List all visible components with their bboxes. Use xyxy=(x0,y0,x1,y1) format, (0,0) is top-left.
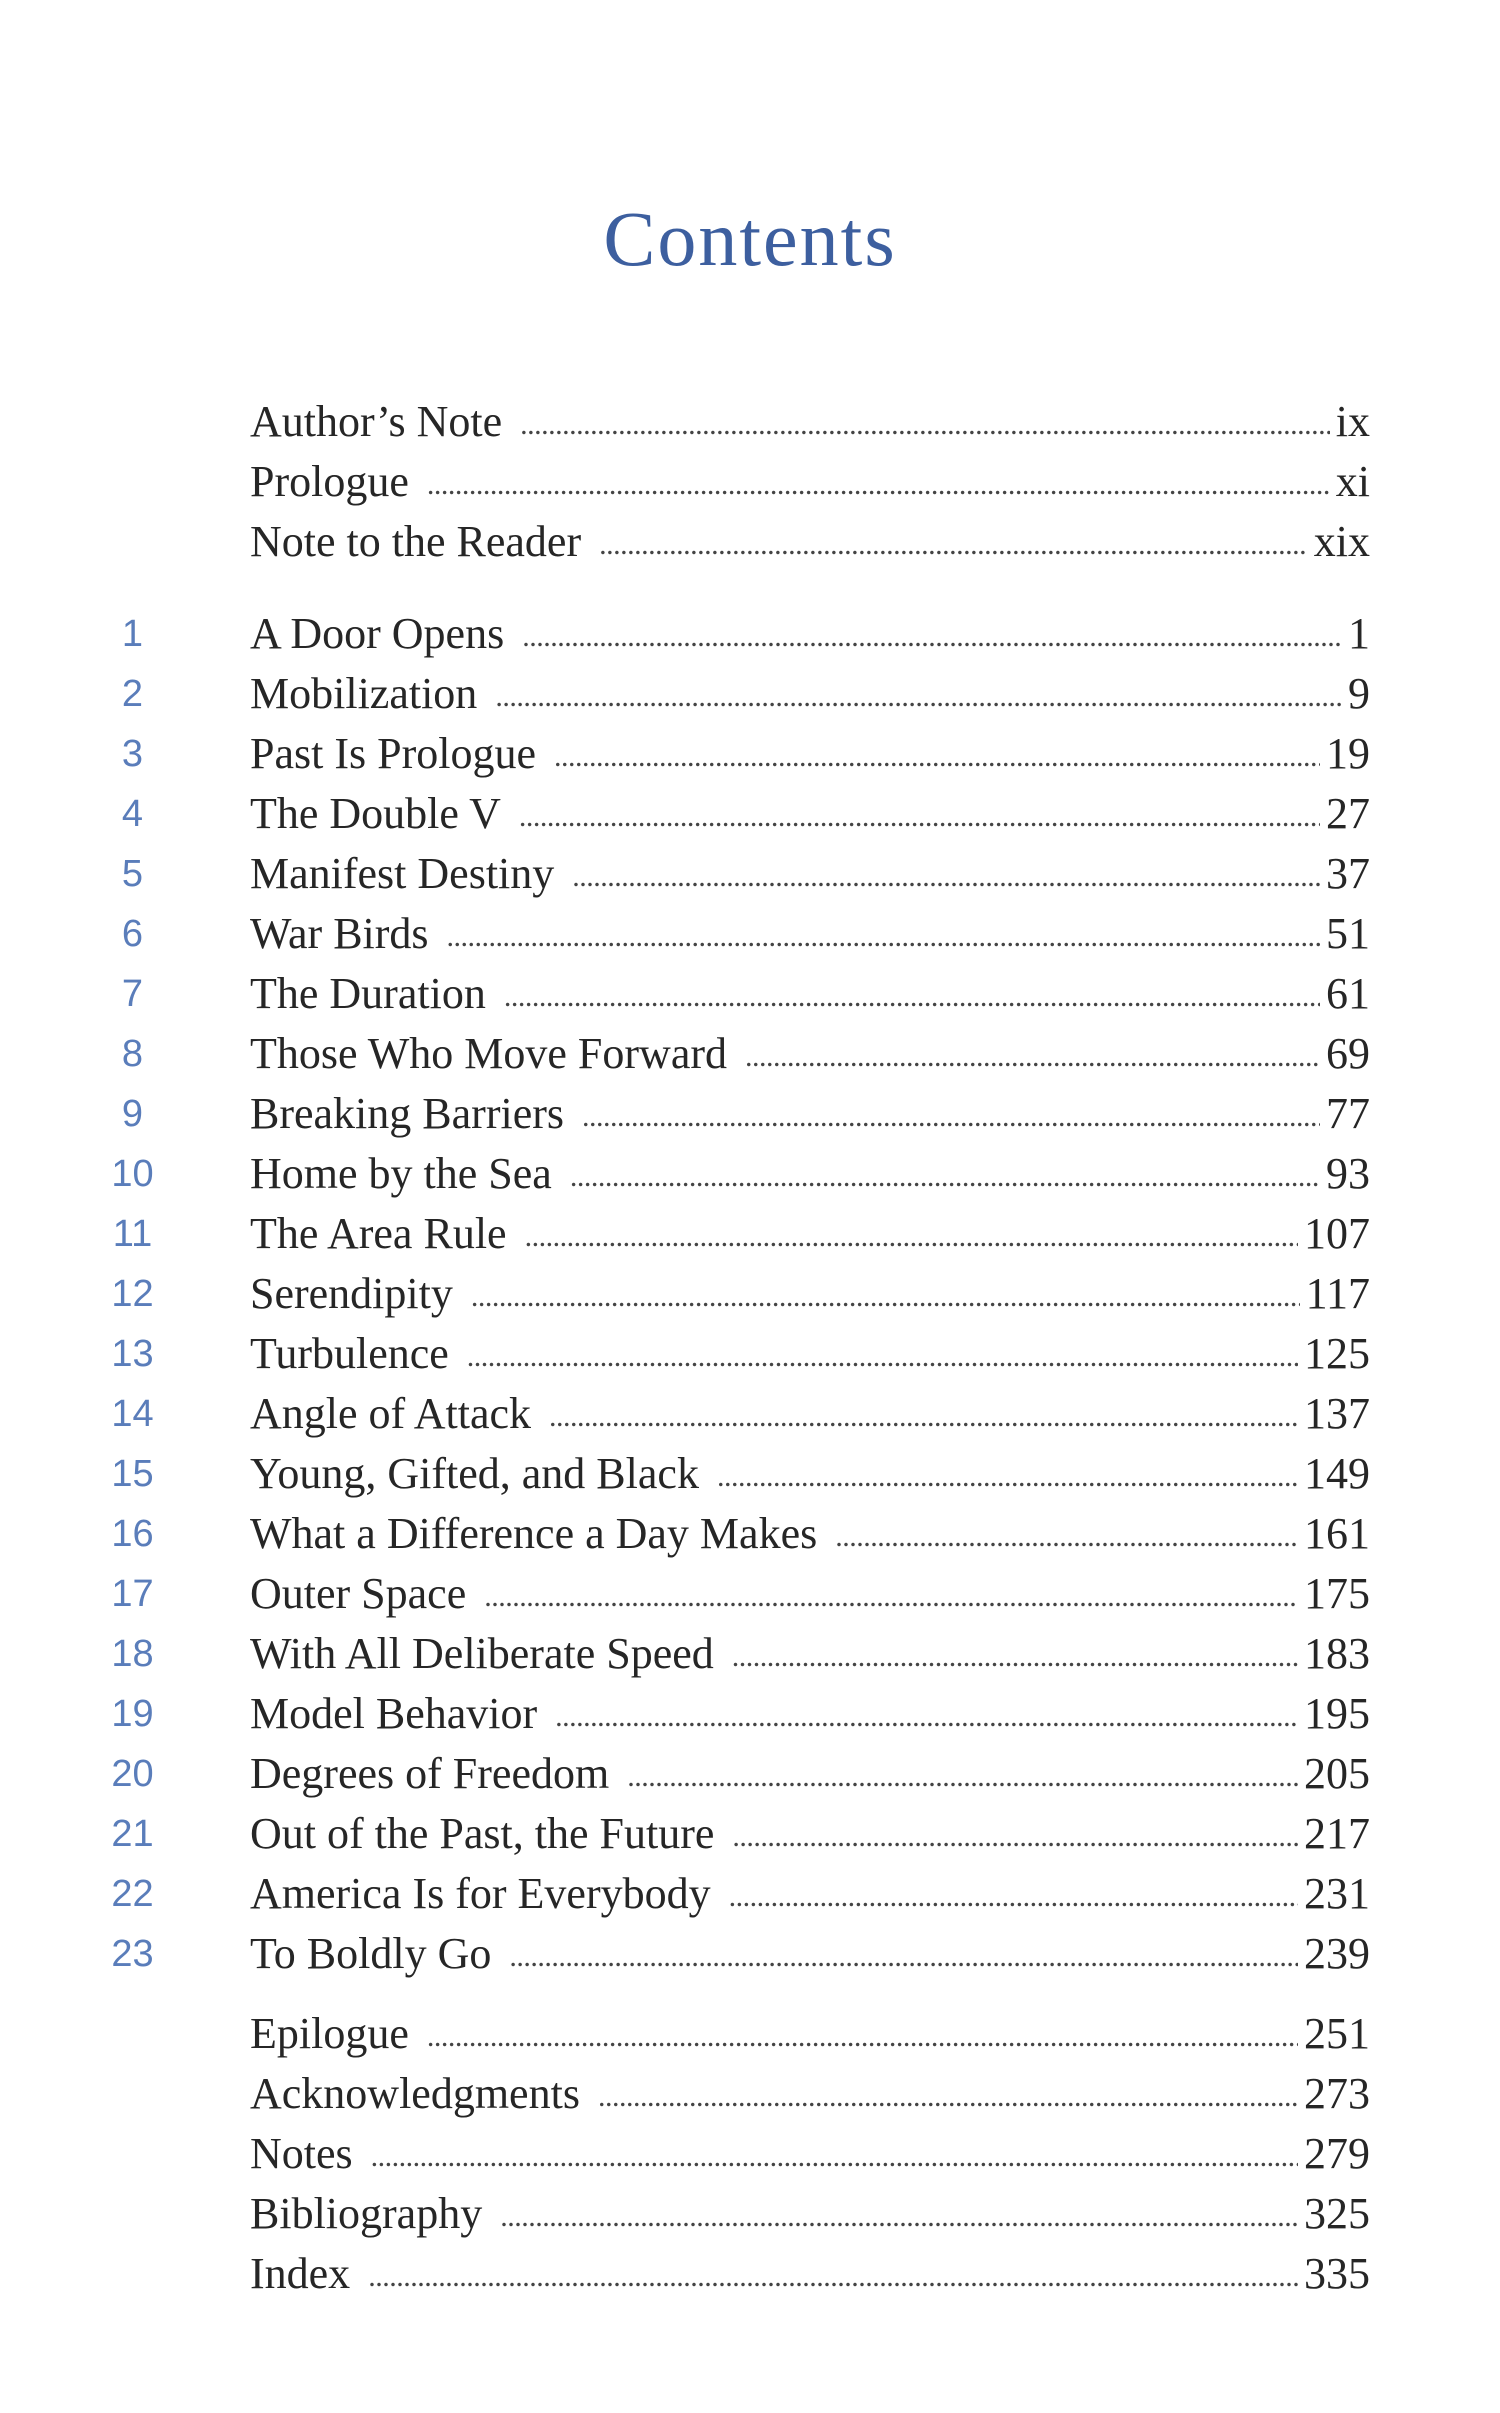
entry-title: Index xyxy=(250,2249,351,2298)
chapter-page: 61 xyxy=(1326,969,1370,1018)
chapter-number: 17 xyxy=(111,1573,154,1615)
chapter-entry[interactable] xyxy=(0,904,1500,964)
dot-leader xyxy=(467,1327,1298,1387)
chapter-page: 231 xyxy=(1304,1869,1370,1918)
toc-entry[interactable] xyxy=(0,392,1500,452)
dot-leader xyxy=(500,2187,1298,2247)
dot-leader xyxy=(522,607,1342,667)
dot-leader xyxy=(368,2247,1298,2307)
chapter-title: The Duration xyxy=(250,969,486,1018)
chapter-number: 7 xyxy=(121,973,144,1015)
chapter-page: 51 xyxy=(1326,909,1370,958)
chapter-number: 18 xyxy=(111,1633,154,1675)
dot-leader xyxy=(732,1627,1298,1687)
entry-title: Epilogue xyxy=(250,2009,409,2058)
chapter-title: What a Difference a Day Makes xyxy=(250,1509,818,1558)
chapter-number: 16 xyxy=(111,1513,154,1555)
dot-leader xyxy=(525,1207,1298,1267)
chapter-title: Past Is Prologue xyxy=(250,729,536,778)
chapter-title: Home by the Sea xyxy=(250,1149,552,1198)
chapter-title: A Door Opens xyxy=(250,609,505,658)
chapter-entry[interactable] xyxy=(0,784,1500,844)
entry-page: 273 xyxy=(1304,2069,1370,2118)
chapter-page: 125 xyxy=(1304,1329,1370,1378)
chapter-title: With All Deliberate Speed xyxy=(250,1629,714,1678)
toc-entry[interactable] xyxy=(0,2124,1500,2184)
entry-title: Notes xyxy=(250,2129,353,2178)
chapter-title: Mobilization xyxy=(250,669,478,718)
dot-leader xyxy=(427,2007,1298,2067)
chapter-page: 183 xyxy=(1304,1629,1370,1678)
chapter-page: 93 xyxy=(1326,1149,1370,1198)
chapter-list xyxy=(0,604,1500,1984)
chapter-entry[interactable] xyxy=(0,1744,1500,1804)
chapter-page: 205 xyxy=(1304,1749,1370,1798)
dot-leader xyxy=(627,1747,1298,1807)
chapter-entry[interactable] xyxy=(0,1504,1500,1564)
chapter-title: Degrees of Freedom xyxy=(250,1749,610,1798)
entry-page: 325 xyxy=(1304,2189,1370,2238)
chapter-number: 3 xyxy=(121,733,144,775)
chapter-title: Angle of Attack xyxy=(250,1389,532,1438)
chapter-entry[interactable] xyxy=(0,1624,1500,1684)
chapter-number: 8 xyxy=(121,1033,144,1075)
dot-leader xyxy=(504,967,1320,1027)
chapter-entry[interactable] xyxy=(0,1024,1500,1084)
chapter-title: Breaking Barriers xyxy=(250,1089,564,1138)
dot-leader xyxy=(732,1807,1298,1867)
chapter-entry[interactable] xyxy=(0,1804,1500,1864)
chapter-entry[interactable] xyxy=(0,1924,1500,1984)
dot-leader xyxy=(554,727,1320,787)
chapter-title: Those Who Move Forward xyxy=(250,1029,727,1078)
chapter-number: 22 xyxy=(111,1873,154,1915)
chapter-page: 217 xyxy=(1304,1809,1370,1858)
chapter-page: 69 xyxy=(1326,1029,1370,1078)
chapter-page: 27 xyxy=(1326,789,1370,838)
dot-leader xyxy=(582,1087,1320,1147)
chapter-number: 1 xyxy=(121,613,144,655)
toc-entry[interactable] xyxy=(0,2244,1500,2304)
chapter-entry[interactable] xyxy=(0,1264,1500,1324)
chapter-title: Model Behavior xyxy=(250,1689,538,1738)
chapter-title: The Area Rule xyxy=(250,1209,507,1258)
dot-leader xyxy=(572,847,1320,907)
toc-entry[interactable] xyxy=(0,452,1500,512)
chapter-entry[interactable] xyxy=(0,844,1500,904)
dot-leader xyxy=(835,1507,1298,1567)
chapter-number: 21 xyxy=(111,1813,154,1855)
chapter-number: 20 xyxy=(111,1753,154,1795)
dot-leader xyxy=(519,787,1320,847)
chapter-entry[interactable] xyxy=(0,664,1500,724)
chapter-title: To Boldly Go xyxy=(250,1929,492,1978)
chapter-page: 107 xyxy=(1304,1209,1370,1258)
front-matter-list xyxy=(0,392,1500,572)
chapter-number: 2 xyxy=(121,673,144,715)
entry-page: ix xyxy=(1335,397,1370,446)
back-matter-list xyxy=(0,2004,1500,2304)
toc-entry[interactable] xyxy=(0,2184,1500,2244)
chapter-page: 137 xyxy=(1304,1389,1370,1438)
chapter-number: 14 xyxy=(111,1393,154,1435)
chapter-page: 175 xyxy=(1304,1569,1370,1618)
dot-leader xyxy=(484,1567,1298,1627)
chapter-number: 12 xyxy=(111,1273,154,1315)
chapter-number: 11 xyxy=(112,1213,153,1255)
entry-title: Bibliography xyxy=(250,2189,483,2238)
dot-leader xyxy=(549,1387,1298,1447)
chapter-page: 19 xyxy=(1326,729,1370,778)
chapter-number: 5 xyxy=(121,853,144,895)
dot-leader xyxy=(599,515,1308,575)
chapter-title: Outer Space xyxy=(250,1569,467,1618)
dot-leader xyxy=(495,667,1342,727)
chapter-title: War Birds xyxy=(250,909,429,958)
chapter-page: 239 xyxy=(1304,1929,1370,1978)
entry-page: 279 xyxy=(1304,2129,1370,2178)
toc-entry[interactable] xyxy=(0,2004,1500,2064)
chapter-page: 9 xyxy=(1348,669,1370,718)
chapter-entry[interactable] xyxy=(0,1144,1500,1204)
chapter-entry[interactable] xyxy=(0,1084,1500,1144)
dot-leader xyxy=(555,1687,1298,1747)
entry-title: Prologue xyxy=(250,457,409,506)
chapter-entry[interactable] xyxy=(0,1564,1500,1624)
chapter-entry[interactable] xyxy=(0,964,1500,1024)
chapter-title: The Double V xyxy=(250,789,501,838)
chapter-title: Out of the Past, the Future xyxy=(250,1809,715,1858)
chapter-title: Serendipity xyxy=(250,1269,453,1318)
chapter-entry[interactable] xyxy=(0,1204,1500,1264)
chapter-number: 13 xyxy=(111,1333,154,1375)
chapter-title: Manifest Destiny xyxy=(250,849,555,898)
entry-title: Note to the Reader xyxy=(250,517,582,566)
chapter-number: 4 xyxy=(121,793,144,835)
chapter-page: 37 xyxy=(1326,849,1370,898)
chapter-entry[interactable] xyxy=(0,1864,1500,1924)
dot-leader xyxy=(471,1267,1300,1327)
chapter-entry[interactable] xyxy=(0,724,1500,784)
chapter-page: 161 xyxy=(1304,1509,1370,1558)
chapter-page: 195 xyxy=(1304,1689,1370,1738)
toc-entry[interactable] xyxy=(0,2064,1500,2124)
chapter-page: 1 xyxy=(1348,609,1370,658)
entry-title: Acknowledgments xyxy=(250,2069,580,2118)
chapter-page: 117 xyxy=(1305,1269,1370,1318)
chapter-page: 77 xyxy=(1326,1089,1370,1138)
chapter-number: 6 xyxy=(121,913,144,955)
page-title: Contents xyxy=(603,195,897,282)
dot-leader xyxy=(447,907,1320,967)
chapter-title: Turbulence xyxy=(250,1329,449,1378)
entry-page: xi xyxy=(1335,457,1370,506)
chapter-title: America Is for Everybody xyxy=(250,1869,711,1918)
chapter-number: 9 xyxy=(121,1093,144,1135)
dot-leader xyxy=(520,395,1330,455)
entry-page: xix xyxy=(1313,517,1370,566)
dot-leader xyxy=(570,1147,1320,1207)
dot-leader xyxy=(427,455,1330,515)
chapter-number: 23 xyxy=(111,1933,154,1975)
toc-entry[interactable] xyxy=(0,512,1500,572)
chapter-entry[interactable] xyxy=(0,1684,1500,1744)
dot-leader xyxy=(729,1867,1298,1927)
chapter-entry[interactable] xyxy=(0,1444,1500,1504)
chapter-number: 10 xyxy=(111,1153,154,1195)
dot-leader xyxy=(717,1447,1298,1507)
entry-page: 251 xyxy=(1304,2009,1370,2058)
dot-leader xyxy=(598,2067,1298,2127)
chapter-number: 19 xyxy=(111,1693,154,1735)
chapter-entry[interactable] xyxy=(0,604,1500,664)
dot-leader xyxy=(371,2127,1298,2187)
dot-leader xyxy=(509,1927,1298,1987)
chapter-title: Young, Gifted, and Black xyxy=(250,1449,699,1498)
entry-title: Author’s Note xyxy=(250,397,503,446)
chapter-entry[interactable] xyxy=(0,1324,1500,1384)
chapter-number: 15 xyxy=(111,1453,154,1495)
chapter-entry[interactable] xyxy=(0,1384,1500,1444)
entry-page: 335 xyxy=(1304,2249,1370,2298)
chapter-page: 149 xyxy=(1304,1449,1370,1498)
dot-leader xyxy=(745,1027,1320,1087)
